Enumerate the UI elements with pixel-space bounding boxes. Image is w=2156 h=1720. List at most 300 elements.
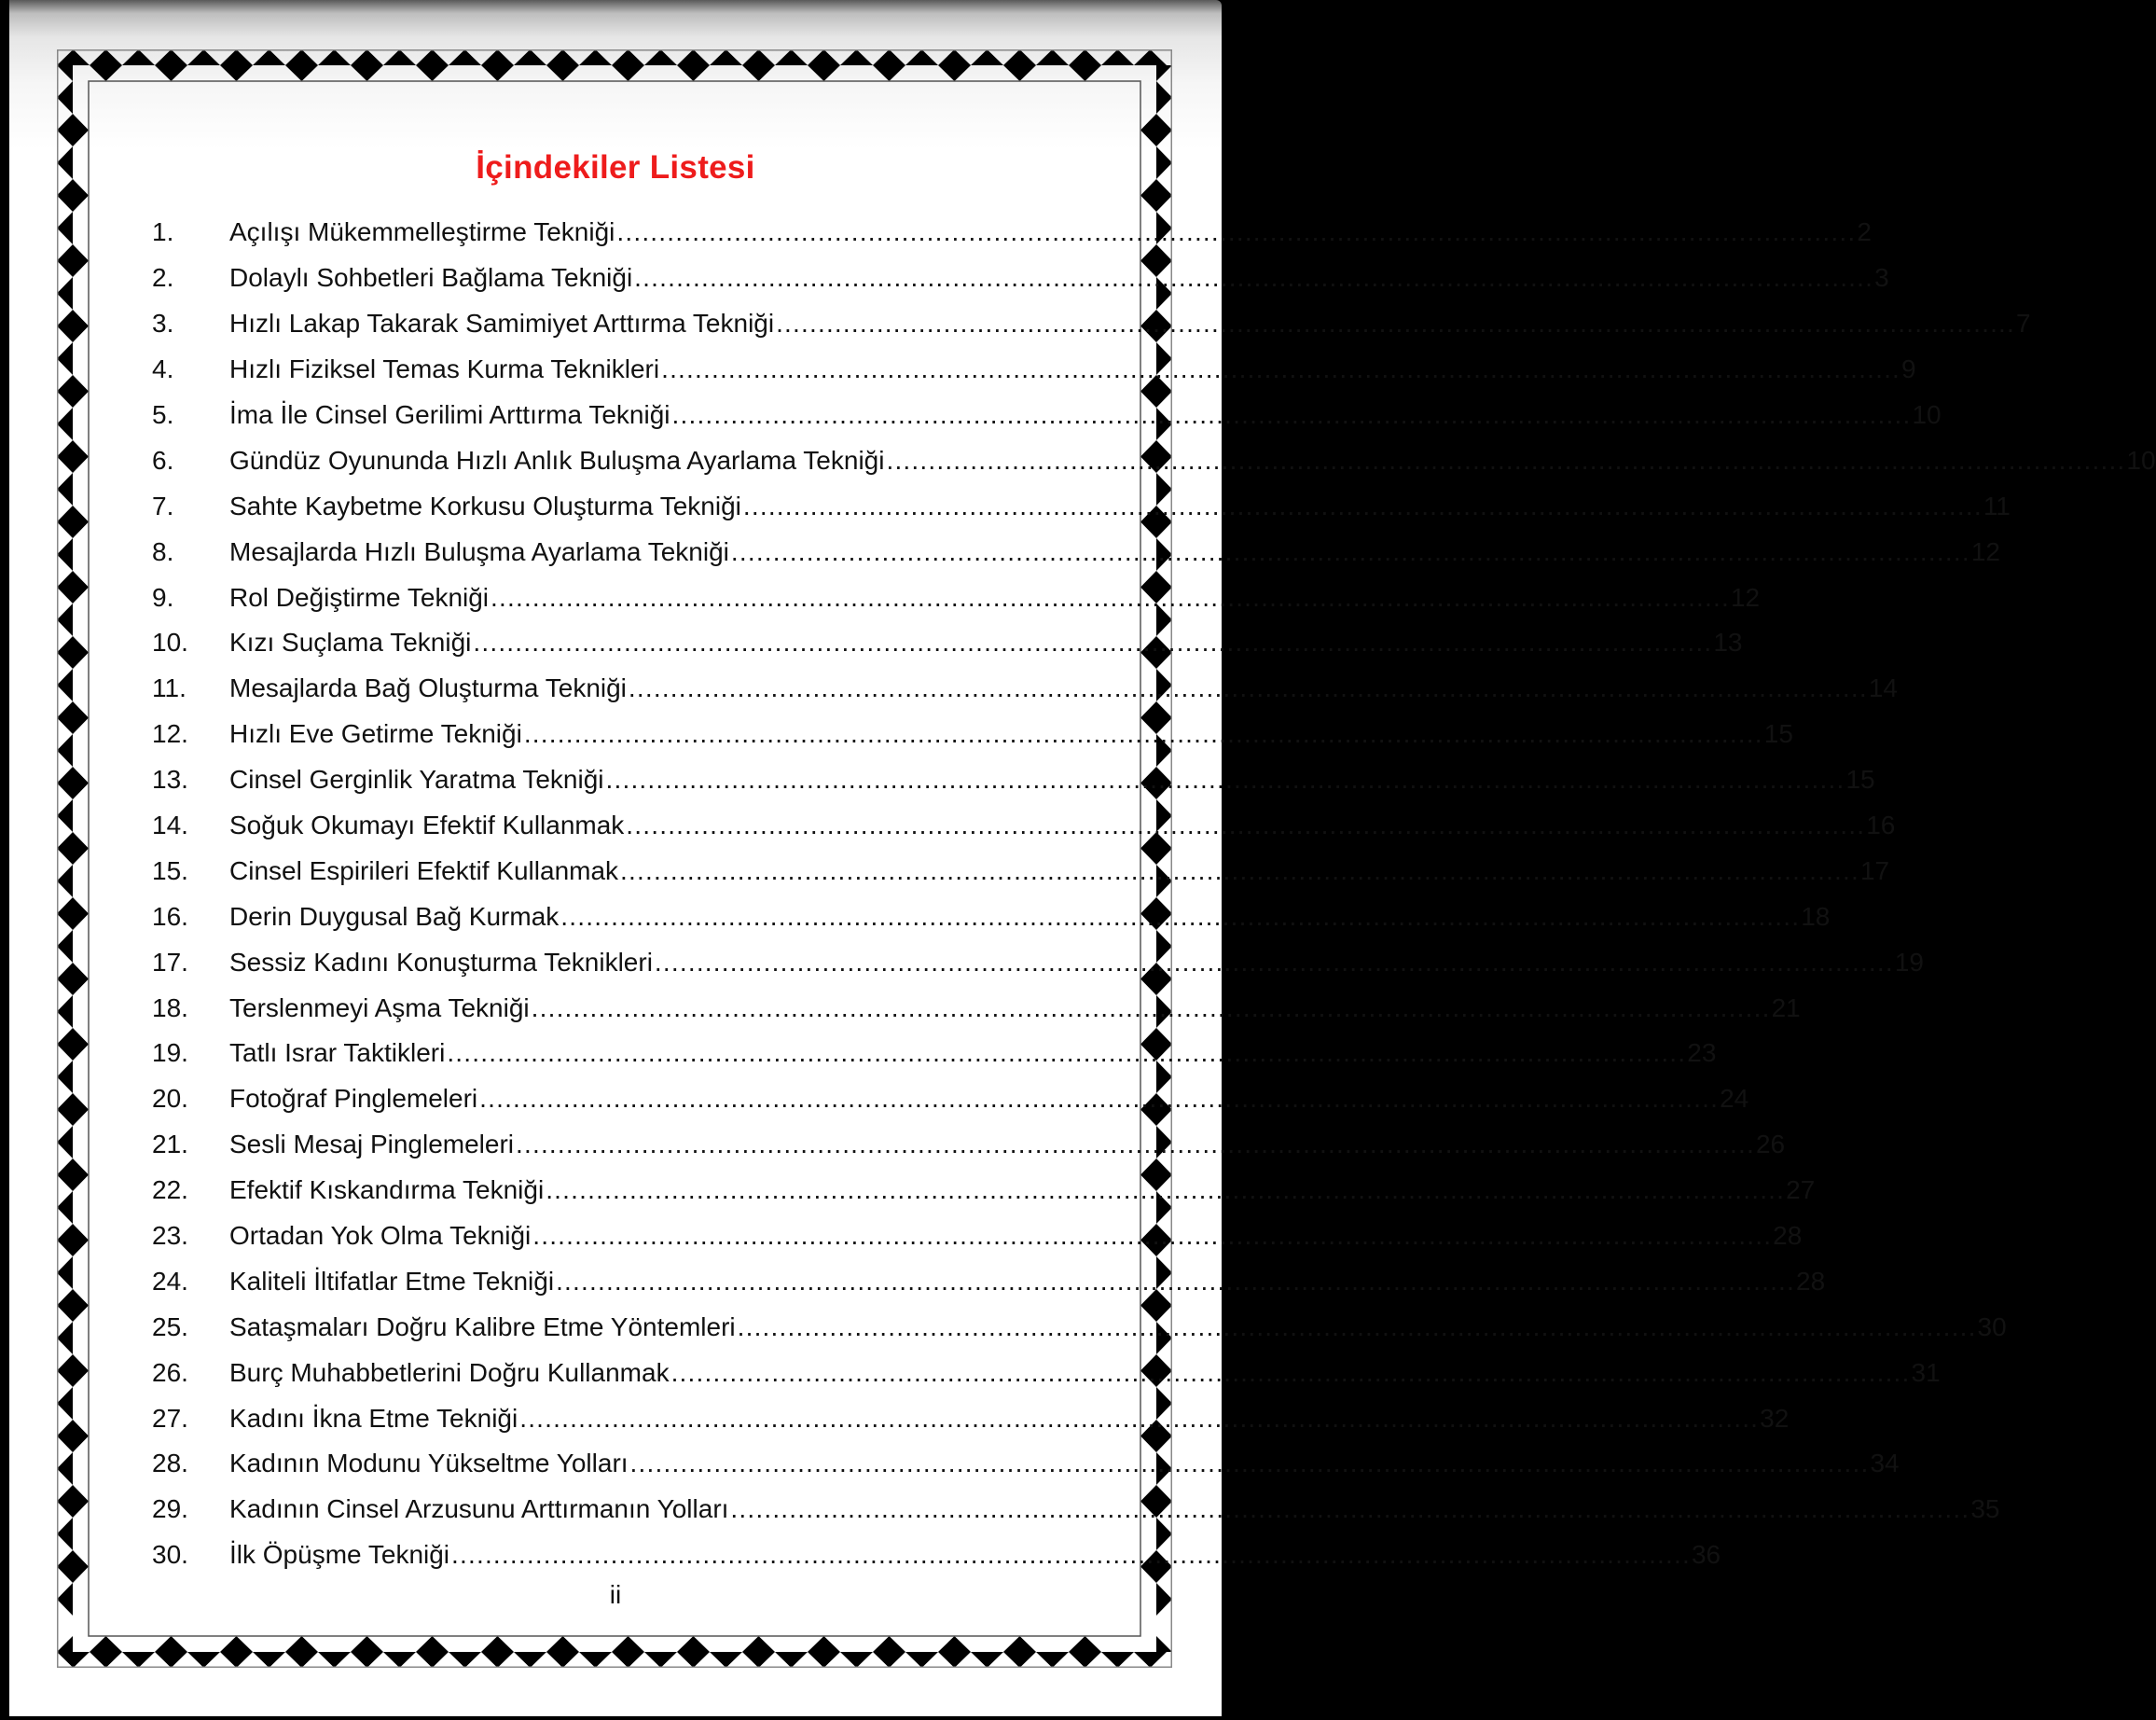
border-triangle [73,1093,89,1126]
border-triangle [742,1636,775,1652]
toc-entry-title[interactable]: Sahte Kaybetme Korkusu Oluşturma Tekniği [229,491,741,520]
border-triangle [122,1652,155,1668]
toc-entry[interactable] [152,1031,1717,1076]
border-triangle [57,734,73,767]
toc-entry-number: 30. [152,1540,188,1570]
border-triangle [1069,65,1101,81]
toc-entry[interactable] [152,483,2011,529]
border-triangle [57,603,73,636]
toc-entry-title[interactable]: Burç Muhabbetlerini Doğru Kullanmak [229,1357,670,1387]
toc-entry[interactable] [152,985,1801,1031]
border-triangle [710,49,742,65]
toc-entry-page[interactable]: 35 [1970,1494,2000,1524]
border-triangle [546,65,579,81]
border-triangle [677,1652,710,1668]
border-triangle [57,571,73,603]
border-triangle [73,244,89,277]
border-triangle [73,897,89,930]
border-triangle [57,1518,73,1550]
border-triangle [546,1636,579,1652]
toc-entry-page[interactable]: 13 [1713,628,1743,658]
toc-entry-page[interactable]: 10 [1912,400,1942,429]
border-triangle [742,65,775,81]
border-triangle [481,1636,514,1652]
border-triangle [73,571,89,603]
toc-entry-title[interactable]: Tatlı Israr Taktikleri [229,1038,446,1068]
toc-entry-page[interactable]: 16 [1866,811,1896,840]
border-triangle [73,767,89,799]
border-triangle [775,1652,808,1668]
toc-dot-leader: .................................................................................................................................................... [629,1449,1870,1478]
toc-dot-leader: .................................................................................................................................................... [654,947,1894,977]
toc-dot-leader: .................................................................................................................................................... [523,719,1763,749]
border-triangle [90,49,122,65]
border-triangle [808,1636,840,1652]
toc-entry-number: 11. [152,673,187,703]
border-triangle [73,1224,89,1256]
border-triangle [612,1636,644,1652]
border-triangle [57,49,90,65]
border-triangle [57,865,73,897]
toc-entry[interactable] [152,1304,2007,1350]
border-triangle [57,375,73,408]
toc-entry[interactable] [152,1487,2000,1533]
border-triangle [938,1636,971,1652]
border-triangle [1101,1652,1134,1668]
toc-entry-title[interactable]: Rol Değiştirme Tekniği [229,582,490,612]
border-triangle [351,65,383,81]
toc-entry-title[interactable]: Cinsel Gerginlik Yaratma Tekniği [229,765,604,795]
border-triangle [1156,81,1172,114]
border-triangle [73,1354,89,1387]
border-triangle [742,1652,775,1668]
toc-entry-page[interactable]: 27 [1786,1175,1816,1205]
border-triangle [612,49,644,65]
border-triangle [253,1652,285,1668]
border-triangle [57,1420,73,1452]
toc-entry-number: 13. [152,765,188,795]
toc-dot-leader: .................................................................................................................................................... [491,582,1730,612]
border-triangle [73,1289,89,1322]
border-triangle [73,506,89,538]
border-triangle [416,49,449,65]
toc-entry-number: 24. [152,1266,188,1296]
border-triangle [612,65,644,81]
toc-dot-leader: .................................................................................................................................................... [516,1130,1755,1159]
border-triangle [1003,1652,1036,1668]
border-triangle [742,49,775,65]
toc-entry-title[interactable]: İma İle Cinsel Gerilimi Arttırma Tekniği [229,400,670,429]
border-triangle [351,1652,383,1668]
border-triangle [57,1550,73,1583]
toc-dot-leader: .................................................................................................................................................... [605,765,1845,795]
border-triangle [57,1126,73,1158]
toc-entry-number: 4. [152,354,174,384]
border-triangle [938,1652,971,1668]
toc-dot-leader: .................................................................................................................................................... [447,1038,1687,1068]
toc-entry-number: 16. [152,901,188,931]
border-triangle [1134,1652,1167,1668]
border-triangle [57,1636,73,1652]
border-triangle [481,65,514,81]
border-triangle [220,65,253,81]
border-triangle [318,1652,351,1668]
border-triangle [73,701,89,734]
toc-dot-leader: .................................................................................................................................................... [531,992,1771,1022]
border-triangle [449,49,481,65]
border-triangle [416,65,449,81]
toc-entry-title[interactable]: Kaliteli İltifatlar Etme Tekniği [229,1266,555,1296]
border-triangle [1156,114,1172,146]
toc-entry-title[interactable]: İlk Öpüşme Tekniği [229,1540,450,1570]
toc-entry[interactable] [152,393,1942,438]
toc-entry[interactable] [152,1168,1816,1214]
toc-dot-leader: .................................................................................................................................................... [628,673,1868,703]
toc-entry-number: 28. [152,1449,188,1478]
toc-entry-number: 29. [152,1494,188,1524]
border-triangle [220,49,253,65]
toc-dot-leader: .................................................................................................................................................... [671,400,1912,429]
border-triangle [775,49,808,65]
toc-entry-page[interactable]: 12 [1730,582,1761,612]
border-triangle [514,49,546,65]
toc-entry-number: 1. [152,217,174,247]
toc-entry[interactable] [152,848,1890,894]
border-triangle [57,1485,73,1518]
toc-entry-number: 23. [152,1221,188,1251]
border-triangle [481,1652,514,1668]
border-triangle [938,49,971,65]
border-triangle [57,1322,73,1354]
border-triangle [73,1550,89,1583]
toc-entry-page[interactable]: 10 [2126,445,2156,475]
toc-entry-number: 14. [152,811,188,840]
toc-dot-leader: .................................................................................................................................................... [620,855,1859,885]
border-triangle [57,408,73,440]
border-triangle [57,538,73,571]
border-triangle [612,1652,644,1668]
toc-entry-page[interactable]: 21 [1771,992,1801,1022]
border-triangle [57,701,73,734]
border-triangle [1003,1636,1036,1652]
border-triangle [1156,1636,1172,1652]
border-triangle [710,1652,742,1668]
toc-entry-number: 7. [152,491,174,520]
toc-entry[interactable] [152,529,2000,575]
toc-entry-number: 15. [152,855,188,885]
toc-entry[interactable] [152,666,1898,712]
toc-entry-number: 19. [152,1038,188,1068]
border-triangle [1101,49,1134,65]
toc-dot-leader: .................................................................................................................................................... [776,309,2016,339]
border-triangle [253,49,285,65]
border-triangle [514,1652,546,1668]
toc-dot-leader: .................................................................................................................................................... [634,263,1874,293]
toc-entry[interactable] [152,1214,1803,1259]
border-triangle [57,669,73,701]
toc-entry-page[interactable]: 12 [1970,536,2000,566]
toc-entry-page[interactable]: 11 [1983,491,2011,520]
border-triangle [155,1636,187,1652]
toc-entry-number: 20. [152,1084,188,1114]
border-triangle [73,440,89,473]
toc-entry-page[interactable]: 14 [1868,673,1898,703]
toc-entry-title[interactable]: Gündüz Oyununda Hızlı Anlık Buluşma Ayarlama Tekniği [229,445,885,475]
toc-entry-number: 9. [152,582,174,612]
border-triangle [57,1158,73,1191]
toc-entry-page[interactable]: 15 [1763,719,1793,749]
toc-entry[interactable] [152,256,1889,301]
border-triangle [73,1158,89,1191]
border-triangle [57,930,73,963]
border-triangle [57,1061,73,1093]
toc-entry-number: 2. [152,263,174,293]
border-triangle [57,81,73,114]
border-triangle [57,799,73,832]
toc-entry-page[interactable]: 34 [1870,1449,1900,1478]
toc-entry-number: 26. [152,1357,188,1387]
toc-dot-leader: .................................................................................................................................................... [479,1084,1720,1114]
border-triangle [808,49,840,65]
toc-entry-page[interactable]: 28 [1773,1221,1803,1251]
toc-dot-leader: .................................................................................................................................................... [556,1266,1796,1296]
toc-entry-page[interactable]: 18 [1801,901,1831,931]
border-triangle [57,342,73,375]
border-triangle [122,49,155,65]
toc-entry-title[interactable]: Hızlı Fiziksel Temas Kurma Teknikleri [229,354,660,384]
toc-entry-page[interactable]: 24 [1720,1084,1749,1114]
toc-dot-leader: .................................................................................................................................................... [886,445,2126,475]
toc-entry-page[interactable]: 32 [1760,1403,1790,1433]
border-triangle [285,65,318,81]
toc-entry-title[interactable]: Kadının Modunu Yükseltme Yolları [229,1449,629,1478]
border-triangle [808,1652,840,1668]
border-triangle [220,1652,253,1668]
toc-entry[interactable] [152,575,1761,620]
toc-entry-page[interactable]: 23 [1687,1038,1717,1068]
toc-entry[interactable] [152,1533,1721,1578]
border-triangle [155,49,187,65]
toc-entry-page[interactable]: 26 [1755,1130,1786,1159]
border-triangle [1134,49,1167,65]
border-triangle [57,1093,73,1126]
border-triangle [57,473,73,506]
toc-entry-page[interactable]: 28 [1796,1266,1826,1296]
toc-entry[interactable] [152,437,2156,483]
toc-entry-title[interactable]: Mesajlarda Bağ Oluşturma Tekniği [229,673,627,703]
toc-entry-number: 18. [152,992,188,1022]
toc-dot-leader: .................................................................................................................................................... [742,491,1983,520]
border-triangle [1003,65,1036,81]
toc-dot-leader: .................................................................................................................................................... [730,1494,1970,1524]
border-triangle [57,506,73,538]
toc-entry[interactable] [152,1258,1826,1304]
toc-entry-page[interactable]: 15 [1845,765,1875,795]
border-triangle [383,1652,416,1668]
toc-entry-title[interactable]: Sataşmaları Doğru Kalibre Etme Yöntemleri [229,1311,736,1341]
toc-dot-leader: .................................................................................................................................................... [451,1540,1691,1570]
toc-entry-page[interactable]: 3 [1874,263,1889,293]
toc-entry-page[interactable]: 19 [1894,947,1925,977]
toc-entry[interactable] [152,210,1872,256]
border-triangle [873,65,905,81]
toc-dot-leader: .................................................................................................................................................... [546,1175,1786,1205]
border-triangle [905,1652,938,1668]
border-triangle [57,212,73,244]
border-triangle [57,1354,73,1387]
border-triangle [57,1289,73,1322]
toc-entry[interactable] [152,1441,1900,1487]
border-triangle [938,65,971,81]
toc-entry-title[interactable]: Mesajlarda Hızlı Buluşma Ayarlama Tekniği [229,536,729,566]
border-triangle [840,49,873,65]
toc-entry-page[interactable]: 31 [1911,1357,1941,1387]
border-triangle [73,114,89,146]
toc-entry-title[interactable]: Hızlı Lakap Takarak Samimiyet Arttırma Tekniği [229,309,775,339]
toc-entry-title[interactable]: Hızlı Eve Getirme Tekniği [229,719,522,749]
toc-entry-title[interactable]: Dolaylı Sohbetleri Bağlama Tekniği [229,263,633,293]
border-triangle [57,767,73,799]
toc-entry[interactable] [152,803,1896,849]
border-triangle [481,49,514,65]
border-triangle [383,49,416,65]
border-triangle [808,65,840,81]
page-number: ii [609,1580,622,1609]
toc-entry-title[interactable]: Soğuk Okumayı Efektif Kullanmak [229,811,625,840]
toc-entry[interactable] [152,894,1831,939]
border-triangle [57,636,73,669]
toc-dot-leader: .................................................................................................................................................... [626,811,1866,840]
toc-entry-number: 25. [152,1311,188,1341]
toc-entry-title[interactable]: Sesli Mesaj Pinglemeleri [229,1130,515,1159]
border-triangle [73,1420,89,1452]
toc-entry-page[interactable]: 2 [1857,217,1872,247]
border-triangle [57,310,73,342]
toc-entry-number: 3. [152,309,174,339]
border-triangle [546,1652,579,1668]
border-triangle [57,995,73,1028]
toc-entry-number: 22. [152,1175,188,1205]
border-triangle [57,65,73,81]
border-triangle [57,244,73,277]
toc-dot-leader: .................................................................................................................................................... [661,354,1901,384]
toc-entry-page[interactable]: 30 [1977,1311,2007,1341]
border-triangle [90,65,122,81]
border-triangle [1003,49,1036,65]
toc-dot-leader: .................................................................................................................................................... [473,628,1713,658]
border-triangle [57,832,73,865]
toc-dot-leader: .................................................................................................................................................... [616,217,1857,247]
toc-entry[interactable] [152,347,1916,393]
toc-entry-title[interactable]: Kadının Cinsel Arzusunu Arttırmanın Yolları [229,1494,729,1524]
toc-entry-title[interactable]: Efektif Kıskandırma Tekniği [229,1175,545,1205]
border-triangle [1069,1636,1101,1652]
toc-entry-page[interactable]: 36 [1691,1540,1721,1570]
toc-entry-title[interactable]: Kızı Suçlama Tekniği [229,628,472,658]
toc-dot-leader: .................................................................................................................................................... [730,536,1970,566]
border-triangle [579,1652,612,1668]
border-triangle [57,1256,73,1289]
toc-dot-leader: .................................................................................................................................................... [560,901,1801,931]
border-triangle [677,49,710,65]
border-triangle [677,65,710,81]
toc-entry-number: 6. [152,445,174,475]
toc-entry[interactable] [152,620,1743,666]
toc-entry-title[interactable]: Ortadan Yok Olma Tekniği [229,1221,532,1251]
toc-entry-title[interactable]: Derin Duygusal Bağ Kurmak [229,901,560,931]
toc-entry-number: 27. [152,1403,188,1433]
border-triangle [57,963,73,995]
toc-entry[interactable] [152,301,2031,347]
border-triangle [57,1191,73,1224]
toc-entry[interactable] [152,1122,1786,1168]
border-triangle [73,375,89,408]
border-triangle [1036,1652,1069,1668]
toc-entry-title[interactable]: Sessiz Kadını Konuşturma Teknikleri [229,947,653,977]
border-triangle [579,49,612,65]
toc-entry-page[interactable]: 17 [1859,855,1890,885]
toc-entry[interactable] [152,939,1925,985]
border-triangle [351,49,383,65]
border-triangle [155,65,187,81]
border-triangle [1069,49,1101,65]
border-triangle [57,1028,73,1061]
toc-dot-leader: .................................................................................................................................................... [519,1403,1760,1433]
border-triangle [971,1652,1003,1668]
border-triangle [73,1028,89,1061]
toc-entry[interactable] [152,1076,1749,1122]
border-triangle [57,897,73,930]
border-triangle [57,1452,73,1485]
border-triangle [416,1636,449,1652]
page-title: İçindekiler Listesi [476,149,755,186]
border-triangle [73,832,89,865]
border-triangle [285,1636,318,1652]
border-triangle [351,1636,383,1652]
border-triangle [873,1652,905,1668]
toc-dot-leader: .................................................................................................................................................... [737,1311,1977,1341]
toc-entry-page[interactable]: 9 [1901,354,1916,384]
border-triangle [1140,114,1156,146]
border-triangle [1069,1652,1101,1668]
border-triangle [57,1652,90,1668]
border-triangle [57,114,73,146]
border-triangle [285,49,318,65]
border-triangle [187,49,220,65]
toc-entry[interactable] [152,712,1793,757]
table-of-contents [152,210,2156,1578]
border-triangle [285,1652,318,1668]
toc-entry-title[interactable]: Fotoğraf Pinglemeleri [229,1084,478,1114]
document-page [9,0,2156,1716]
border-triangle [1036,49,1069,65]
toc-entry-title[interactable]: Açılışı Mükemmelleştirme Tekniği [229,217,615,247]
toc-entry-title[interactable]: Terslenmeyi Aşma Tekniği [229,992,530,1022]
border-triangle [73,1485,89,1518]
toc-entry-number: 12. [152,719,188,749]
toc-entry-title[interactable]: Kadını İkna Etme Tekniği [229,1403,518,1433]
border-triangle [416,1652,449,1668]
toc-entry[interactable] [152,757,1875,803]
toc-entry[interactable] [152,1350,1941,1395]
toc-entry-title[interactable]: Cinsel Espirileri Efektif Kullanmak [229,855,619,885]
toc-entry[interactable] [152,1395,1790,1441]
border-triangle [187,1652,220,1668]
border-triangle [220,1636,253,1652]
border-triangle [905,49,938,65]
border-triangle [90,1636,122,1652]
toc-entry-page[interactable]: 7 [2016,309,2031,339]
